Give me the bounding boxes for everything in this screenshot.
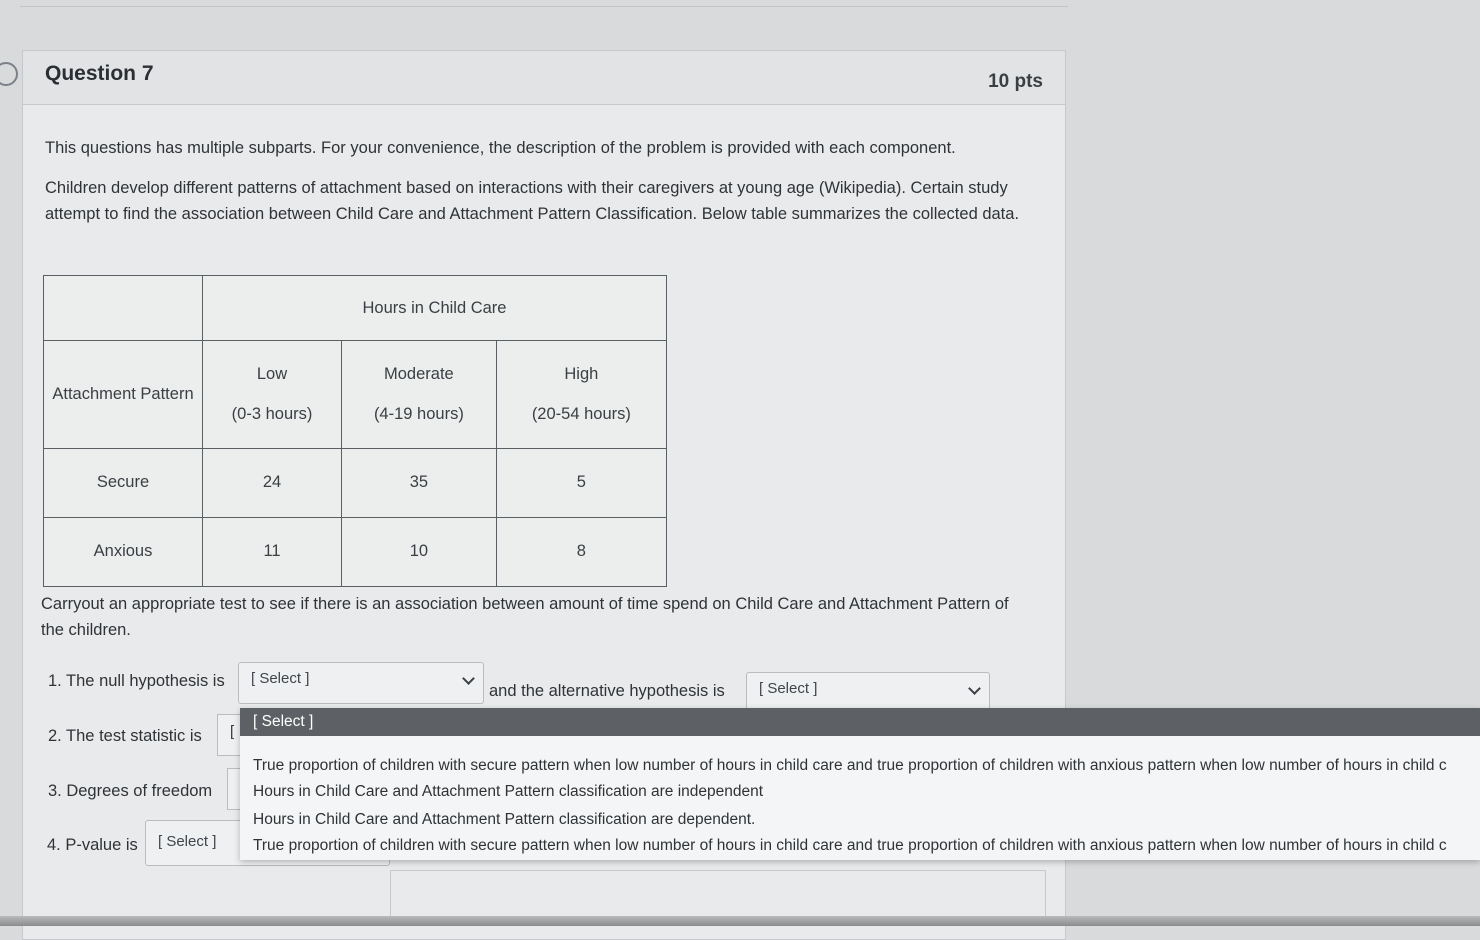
- intro-text: This questions has multiple subparts. For your convenience, the description of the problem is provided with each component.: [45, 139, 956, 157]
- table-cell: 5: [496, 448, 666, 517]
- col-range: (4-19 hours): [373, 405, 464, 424]
- table-cell: 24: [203, 448, 342, 517]
- dropdown-option-select[interactable]: [ Select ]: [240, 708, 1480, 736]
- alt-hypothesis-label: and the alternative hypothesis is: [489, 682, 725, 700]
- row-label: Secure: [44, 448, 203, 517]
- hypothesis-dropdown-list: [240, 708, 1480, 860]
- select-value: [ Select ]: [158, 833, 217, 850]
- dropdown-option[interactable]: True proportion of children with secure pattern when low number of hours in child care and true proportion of children with anxious pattern when low number of hours in child c: [253, 757, 1447, 774]
- null-hypothesis-select[interactable]: [238, 662, 484, 704]
- col-range: (0-3 hours): [231, 405, 313, 424]
- table-row: [44, 448, 667, 517]
- row-label: Anxious: [44, 517, 203, 586]
- top-divider: [20, 6, 1068, 7]
- table-corner-cell: [44, 276, 203, 341]
- question-title: Question 7: [45, 62, 154, 85]
- degrees-of-freedom-label: 3. Degrees of freedom: [48, 782, 213, 800]
- select-value: [ Select ]: [251, 670, 310, 687]
- table-row-header: Attachment Pattern: [44, 341, 203, 448]
- table-col-header-low: [203, 341, 342, 448]
- data-table: [43, 275, 667, 587]
- table-cell: 8: [496, 517, 666, 586]
- question-header: [23, 51, 1065, 105]
- dropdown-option[interactable]: Hours in Child Care and Attachment Pattern classification are dependent.: [253, 811, 756, 828]
- table-col-header-high: [496, 341, 666, 448]
- chevron-down-icon: [968, 682, 981, 695]
- select-value: [ Select ]: [759, 680, 818, 697]
- table-row: [44, 517, 667, 586]
- chevron-down-icon: [462, 672, 475, 685]
- table-cell: 10: [342, 517, 497, 586]
- table-cell: 35: [342, 448, 497, 517]
- select-bracket: [: [230, 723, 235, 740]
- test-statistic-label: 2. The test statistic is: [48, 727, 202, 745]
- p-value-label: 4. P-value is: [47, 836, 138, 854]
- description-text: Children develop different patterns of attachment based on interactions with their caregivers at young age (Wikipedia). Certain study attempt to find the association between Child Care and Attachment Pattern Classification. Below table summarizes the collected data.: [45, 179, 1020, 223]
- screen-bottom-edge: [0, 916, 1480, 926]
- collapse-arrow-icon[interactable]: [0, 62, 18, 86]
- instruction-text: Carryout an appropriate test to see if there is an association between amount of time spend on Child Care and Attachment Pattern of the children.: [41, 595, 1009, 639]
- null-hypothesis-label: 1. The null hypothesis is: [48, 672, 225, 690]
- col-name: Moderate: [384, 365, 454, 384]
- dropdown-option[interactable]: Hours in Child Care and Attachment Pattern classification are independent: [253, 783, 764, 800]
- col-name: High: [564, 365, 599, 384]
- table-group-header: Hours in Child Care: [203, 276, 667, 341]
- col-range: (20-54 hours): [531, 405, 631, 424]
- question-points: 10 pts: [988, 71, 1043, 92]
- dropdown-option[interactable]: True proportion of children with secure pattern when low number of hours in child care and true proportion of children with anxious pattern when low number of hours in child c: [253, 837, 1447, 854]
- col-name: Low: [256, 365, 288, 384]
- table-cell: 11: [203, 517, 342, 586]
- table-col-header-moderate: [342, 341, 497, 448]
